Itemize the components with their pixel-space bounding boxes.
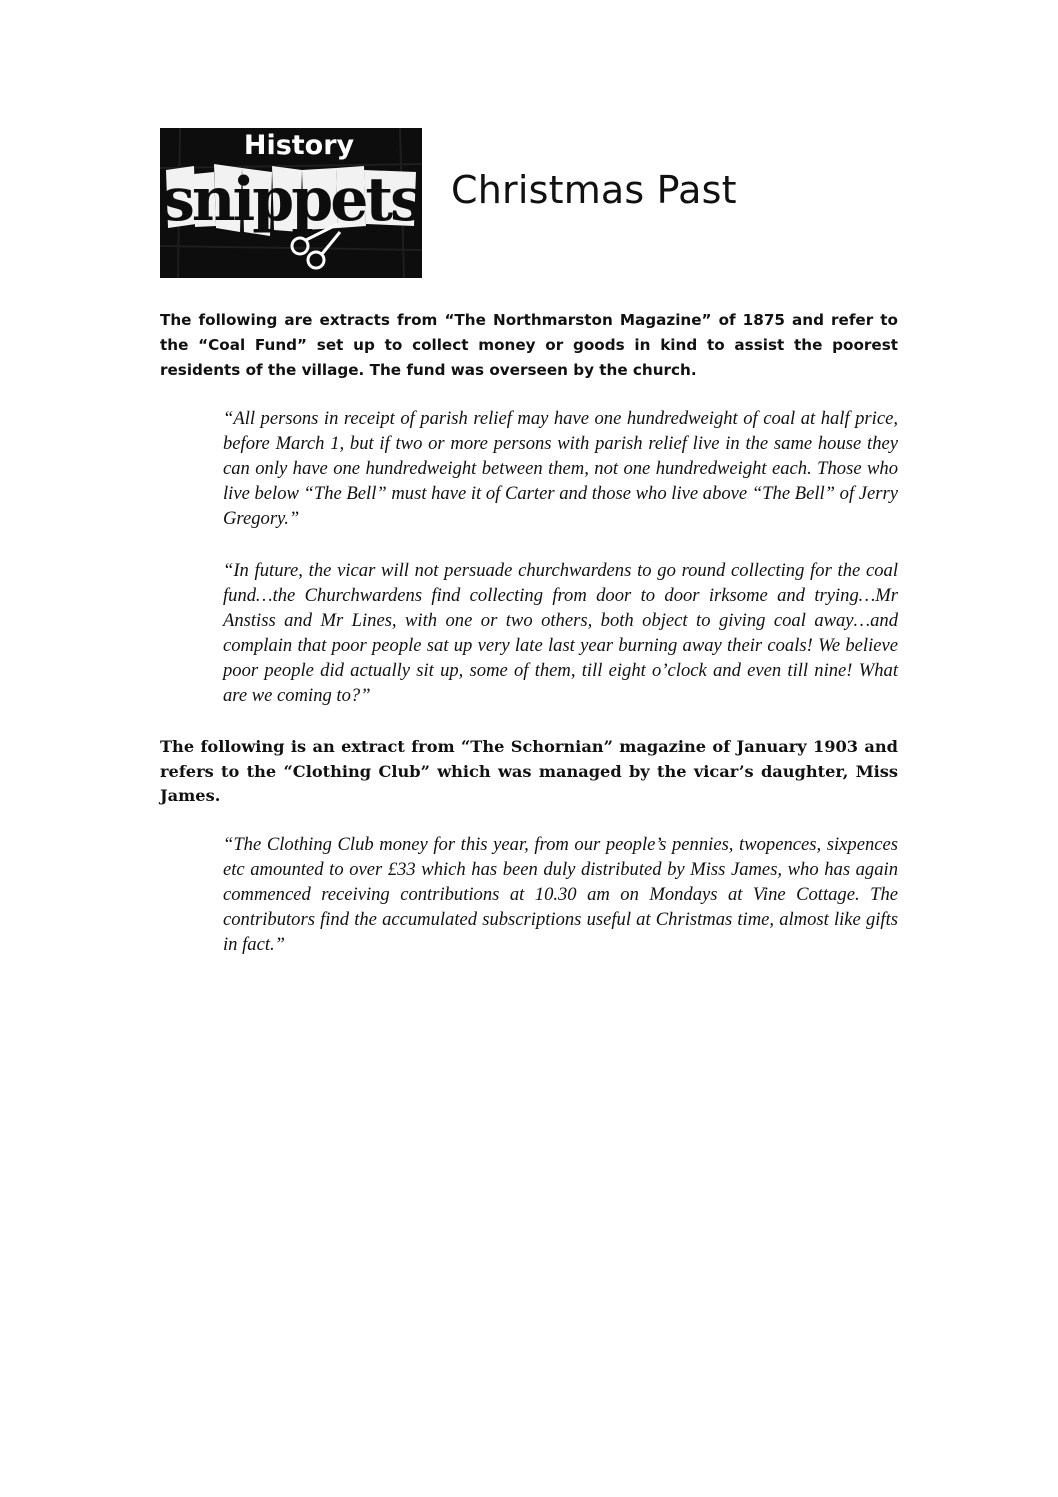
logo-graphic — [160, 128, 422, 278]
logo-word-snippets: snippets — [161, 165, 421, 235]
page-title: Christmas Past — [451, 168, 737, 212]
quote-paragraph-2: “In future, the vicar will not persuade churchwardens to go round collecting for the coal fund…the Churchwardens find collecting from door to door irksome and trying…Mr Anstiss and Mr Lines, with one or two others, both object to giving coal away…and complain that poor people sat up very late last year burning away their coals! We believe poor people did actually sit up, some of them, till eight o’clock and even till nine! What are we coming to?” — [223, 560, 898, 706]
history-snippets-logo — [160, 128, 422, 278]
intro-paragraph-2: The following is an extract from “The Schornian” magazine of January 1903 and refers to the “Clothing Club” which was managed by the vicar’s daughter, Miss James. — [160, 737, 898, 805]
intro-paragraph-1: The following are extracts from “The Northmarston Magazine” of 1875 and refer to the “Coal Fund” set up to collect money or goods in kind to assist the poorest residents of the village. The fund was overseen by the church. — [160, 311, 898, 379]
logo-word-history: History — [243, 130, 355, 161]
quote-paragraph-1: “All persons in receipt of parish relief may have one hundredweight of coal at half price, before March 1, but if two or more persons with parish relief live in the same house they can only have one hundredweight between them, not one hundredweight each. Those who live below “The Bell” must have it of Carter and those who live above “The Bell” of Jerry Gregory.” — [223, 408, 898, 529]
quote-paragraph-3: “The Clothing Club money for this year, from our people’s pennies, twopences, sixpences etc amounted to over £33 which has been duly distributed by Miss James, who has again commenced receiving contributions at 10.30 am on Mondays at Vine Cottage. The contributors find the accumulated subscriptions useful at Christmas time, almost like gifts in fact.” — [223, 834, 898, 955]
